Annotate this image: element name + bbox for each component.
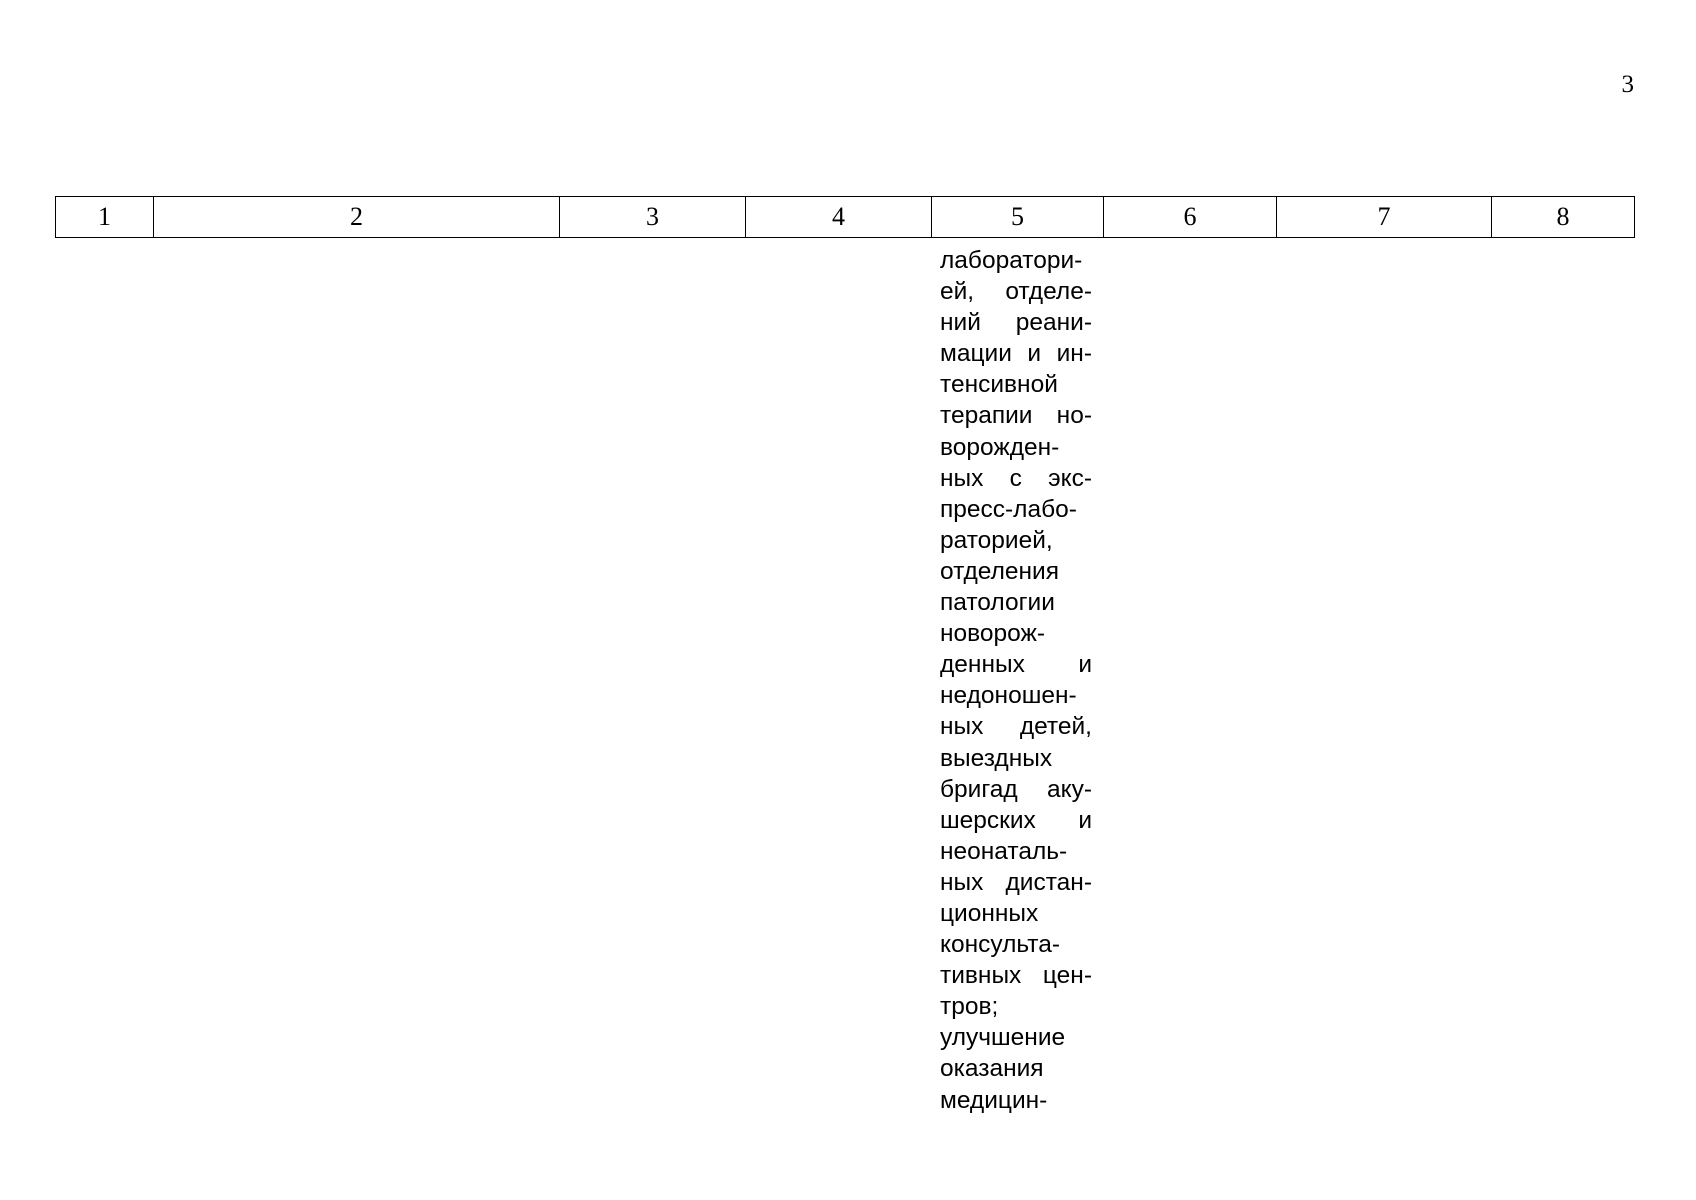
cell-text-line: отделения	[940, 557, 1060, 585]
cell-text-line: тивных цен-	[940, 962, 1092, 990]
header-cell-6: 6	[1104, 197, 1277, 237]
column-5-cell-text	[940, 245, 1092, 1116]
cell-text-line: ционных	[940, 899, 1039, 927]
cell-text-line: мации и ин-	[940, 340, 1092, 368]
header-cell-2: 2	[154, 197, 560, 237]
header-cell-8: 8	[1556, 202, 1570, 231]
cell-text-line: денных и	[940, 651, 1092, 679]
cell-text-line: недоношен-	[940, 682, 1077, 710]
cell-text-line: тенсивной	[940, 371, 1058, 399]
cell-text-line: ей, отделе-	[940, 278, 1092, 306]
cell-text-line: ний реани-	[940, 309, 1092, 337]
page-number: 3	[1621, 71, 1634, 98]
header-cell-5: 5	[932, 197, 1104, 237]
cell-text-line: выездных	[940, 744, 1053, 772]
cell-text-line: лаборатори-	[940, 247, 1083, 274]
header-cell-4: 4	[746, 197, 932, 237]
header-cell-7: 7	[1277, 197, 1492, 237]
cell-text-line: улучшение	[940, 1024, 1066, 1052]
cell-text-line: терапии но-	[940, 402, 1092, 430]
cell-text-line: ных дистан-	[940, 868, 1092, 896]
header-cell-3: 3	[560, 197, 746, 237]
cell-text-line: бригад аку-	[940, 775, 1092, 803]
table-header-row	[55, 196, 1635, 238]
cell-text-line: пресс-лабо-	[940, 495, 1077, 523]
cell-text-line: патологии	[940, 589, 1055, 617]
cell-text-line: медицин-	[940, 1086, 1048, 1114]
cell-text-line: тров;	[940, 993, 999, 1021]
cell-text-line: оказания	[940, 1055, 1044, 1083]
cell-text-line: ных с экс-	[940, 464, 1092, 492]
cell-text-line: консульта-	[940, 931, 1060, 959]
cell-text-line: неонаталь-	[940, 837, 1068, 865]
cell-text-line: раторией,	[940, 526, 1053, 554]
cell-text-line: ных детей,	[940, 713, 1092, 741]
cell-text-line: ворожден-	[940, 433, 1060, 461]
cell-text-line: новорож-	[940, 620, 1046, 648]
cell-text-line: шерских и	[940, 806, 1092, 834]
header-cell-1: 1	[56, 197, 154, 237]
